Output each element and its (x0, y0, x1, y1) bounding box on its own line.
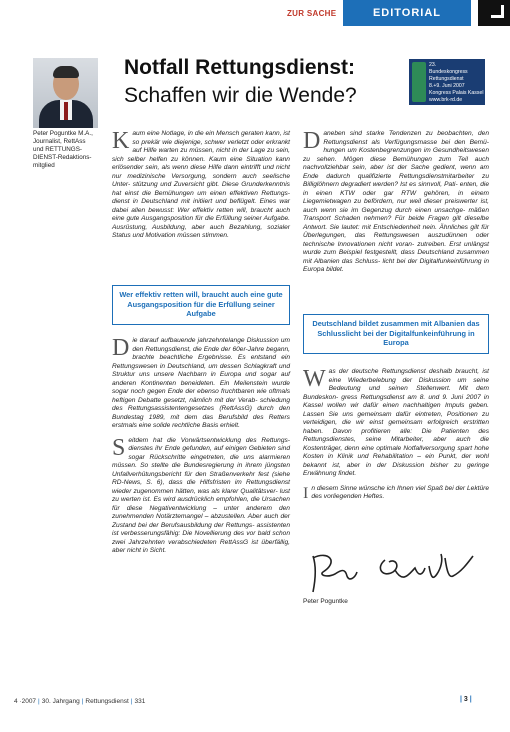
left-column (112, 130, 290, 241)
text-line: wieder zugenommen hätten, was als klarer Qualitätsver- (112, 487, 278, 495)
text-line: am Ende dadurch qualifizierte Rettungsdienstmitarbeiter (303, 164, 489, 180)
text-line: Retters erstmals eine solide rechtliche Basis erhielt. (112, 413, 290, 429)
paragraph (112, 337, 290, 431)
text-line: sein, als wenn diese Hilfe dann eintrifft und nicht nur (112, 164, 290, 180)
text-line: stützung und Zuversicht gibt. Diese Grunderkenntnis hat (112, 181, 290, 197)
left-column-lower (112, 337, 290, 556)
text-line: dass Deutschland zusammen mit Albanien das Schluss- (303, 249, 489, 265)
header-bar (0, 0, 510, 26)
paragraph (112, 130, 290, 241)
page-number: | 3 | (460, 696, 472, 703)
drop-cap: D (112, 335, 130, 361)
text-line: eitdem hat die Vorwärtsentwicklung des Rettungs- (128, 436, 290, 444)
text-line: und Struktur uns unsere Nachbarn in Europa und sogar (112, 362, 290, 378)
right-column (303, 130, 489, 275)
section-label: ZUR SACHE (287, 9, 337, 18)
text-line: ist, auch wenn sie im Gegenzug durch einen unsachge- (303, 198, 489, 214)
article-subtitle: Schaffen wir die Wende? (124, 84, 357, 107)
text-line: hohe Kosten in Klinik und Rehabilitation – ein Punkt, der (303, 444, 489, 460)
text-line: hungen um Kostenbegrenzungen im Gesundheitswesen (323, 147, 489, 154)
drop-cap: W (303, 366, 326, 392)
signature-image (305, 548, 495, 598)
text-line: durch den Bundestag 1989, mit dem das Berufsbild des (112, 405, 290, 421)
text-line: Unfallverhütungsbericht für den Straßenverkehr fest (siehe (112, 470, 290, 478)
text-line: des Rettungsdienstes, seine Mitarbeiter, aber auch die (303, 427, 489, 443)
text-line: dienst in Deutschland mit initiiert und beflügelt. Eines (112, 198, 277, 205)
text-line: Kostenträger, denn eine optimale Notfallversorgung spart (303, 444, 473, 452)
text-line: enten, die in einen KTW oder gar RTW gehören, in einem (303, 181, 490, 197)
text-line: zutreiben. Erst unlängst wurde zum Beispiel festgestellt, (303, 240, 489, 256)
text-line: Ähnliches gilt für Überlegungen, das Rettungswesen (303, 223, 489, 239)
author-caption: Peter Poguntke M.A., Journalist, RettAss und RETTUNGS- DIENST-Redaktions- mitglied (33, 130, 93, 169)
text-line: um den Rettungsdienst, die Ende der 60er-Jahre (132, 337, 290, 353)
text-line: Rettungsdienst als Verfügungsmasse bei den Bemü- (323, 138, 489, 146)
paragraph (303, 130, 489, 275)
text-line: sozialer Status und Motivation müssen stimmen. (112, 223, 290, 239)
corner-mark-icon (478, 0, 510, 26)
paragraph (112, 434, 290, 556)
kongress-logo-icon (412, 62, 426, 102)
text-line: as der deutsche Rettungsdienst deshalb braucht, (328, 368, 480, 375)
drop-cap: S (112, 434, 126, 461)
text-line: Erwähnung findet. (303, 470, 357, 477)
footer-magazine: Rettungsdienst (85, 698, 129, 705)
text-line: auch der Zustand bei der Berufsausbildung der Rettungs- (112, 513, 290, 529)
text-line: Liegemietwagen zu befördern, nur weil dieser preiswerter (303, 198, 478, 205)
text-line: ist eine Wiederbelebung der Diskussion um seine (328, 368, 489, 384)
text-line: RettAssG ist überfällig, aber nicht in Sicht. (112, 538, 290, 554)
drop-cap: I (303, 484, 309, 502)
text-line: oftmals heftigen Debatte gesetzt, nämlich mit der Verab- (112, 388, 290, 404)
text-line: licht bei der Digitalfunkeinführung in Europa bildet. (303, 257, 489, 273)
text-line: Rettungswesen in Deutschland, um dessen Schlagkraft (112, 362, 277, 370)
text-line: auszudünnen oder technische Innovationen nicht voran- (303, 232, 489, 248)
text-line: aum eine Notlage, in die ein Mensch geraten (132, 130, 264, 137)
text-line: können. Kaum eine Situation kann erlösender (112, 155, 290, 171)
text-line: den zunehmenden Notärztemangel – abzustellen. Aber (112, 504, 290, 520)
paragraph (303, 368, 489, 479)
kongress-badge: 23. Bundeskongress Rettungsdienst 8.+9. Juni 2007 Kongress Palais Kassel www.brk-rd.de (409, 59, 485, 105)
text-line: wohl bekannt ist, aber in der Diskussion bisher zu geringe (303, 453, 489, 469)
footer: 4 ·2007 | 30. Jahrgang | Rettungsdienst | 331 (14, 698, 146, 705)
text-line: nachvollziehbar sein, aber ist der Sache gedient, wenn (303, 164, 477, 171)
text-line: Aufgabe. Ausrüstung, Ausbildung, aber auch Bezahlung, (112, 215, 290, 231)
text-line: Bedeutung und seinen Stellenwert. Mit dem Bundeskon- (303, 385, 489, 401)
text-line: mäßen Transport Schaden nehmen? Für beide Fragen gilt (303, 206, 489, 222)
paragraph (303, 485, 489, 502)
footer-year: 30. Jahrgang (41, 698, 80, 705)
text-line: begann, brachte beachtliche Ergebnisse. Es entstand ein (132, 345, 290, 361)
footer-page-ref: 331 (134, 698, 146, 705)
text-line: medizinische Versorgung, sondern auch seelische Unter- (112, 172, 290, 188)
text-line: auch eine gute Ausgangsposition für die Erfüllung seiner (112, 206, 291, 222)
text-line: Lektüre des vorliegenden Heftes. (311, 484, 489, 500)
article-title: Notfall Rettungsdienst: (124, 56, 355, 79)
text-line: einst die Bemühungen um einen effektiven Rettungs- (124, 189, 290, 197)
text-line: nicht in der Lage zu sein, sich selber helfen zu (112, 147, 290, 163)
text-line: ie darauf aufbauende jahrzehntelange Diskussion (132, 337, 279, 344)
pull-quote: Deutschland bildet zusammen mit Albanien das Schlusslicht bei der Digitalfunkeinführung in Europa (303, 314, 489, 354)
text-line: kann, ist so prekär wie diejenige, schwer (132, 130, 291, 146)
text-line: zu sehen. Mögen diese Bemühungen zum Teil auch (303, 155, 489, 163)
text-line: müssen. So stellte die Bundesregierung in ihrem jüngsten (112, 462, 290, 469)
text-line: n diesem Sinne wünsche ich Ihnen viel Spaß bei der (311, 484, 466, 492)
editorial-tab: EDITORIAL (343, 0, 471, 26)
text-line: wollen wir dafür einen nachhaltigen Impuls geben. (327, 402, 489, 409)
text-line: Lassen Sie uns gemeinsam dafür eintreten, Positionen (303, 410, 478, 418)
footer-issue: 4 ·2007 (14, 698, 37, 705)
text-line: zu Billiglöhnern degradiert werden? Ist es sinnvoll, Pati- (303, 172, 489, 188)
text-line: verletzt oder erkrankt auf Hilfe warten zu müssen, (132, 138, 290, 154)
author-photo (33, 58, 98, 128)
text-line: dienstes ihr Ende gefunden, auf einigen Gebieten (128, 445, 276, 452)
text-line: dieselbe Antwort. Sie lautet: mit Entschiedenheit nein. (303, 215, 489, 231)
drop-cap: D (303, 128, 321, 154)
text-line: erstritten haben. Davon profitieren alle: Die Patienten (303, 419, 489, 435)
drop-cap: K (112, 128, 130, 154)
text-line: gress Rettungsdienst am 8. und 9. Juni 2007 in Kassel (303, 393, 489, 409)
signature-name: Peter Poguntke (303, 598, 348, 605)
text-line: RD-News, S. 6), dass die Hilfsfristen im Rettungsdienst (112, 479, 290, 486)
text-line: war dabei allen bewusst: Wer effektiv retten will, braucht (112, 198, 290, 214)
text-line: des vor bald schon zwei Jahrzehnten verabschiedeten (112, 530, 290, 546)
text-line: assistenten ist verbesserungsfähig: Die Novellierung (112, 521, 290, 537)
right-column-lower (303, 368, 489, 502)
text-line: zu verteidigen, die wir einst gemeinsam erfolgreich (303, 410, 490, 426)
text-line: wurde sogar noch gegen Ende der ebenso fruchtbaren wie (112, 379, 290, 395)
text-line: Ursachen für diese Negativentwicklung – unter anderem (112, 496, 290, 512)
text-line: lust zu werten ist. Es wird ausdrücklich empfohlen, die (112, 487, 290, 503)
pull-quote: Wer effektiv retten will, braucht auch eine gute Ausgangsposition für die Erfüllung seiner Aufgabe (112, 285, 290, 325)
text-line: auf anderen Kontinenten beneideten. Ein Meilenstein (112, 371, 290, 387)
text-line: schiedung des Rettungsassistentengesetzes (RettAssG) (112, 396, 290, 412)
text-line: sind sogar Rückschritte eingetreten, die uns alarmieren (128, 445, 290, 461)
text-line: aneben sind starke Tendenzen zu beobachten, den (323, 130, 489, 137)
